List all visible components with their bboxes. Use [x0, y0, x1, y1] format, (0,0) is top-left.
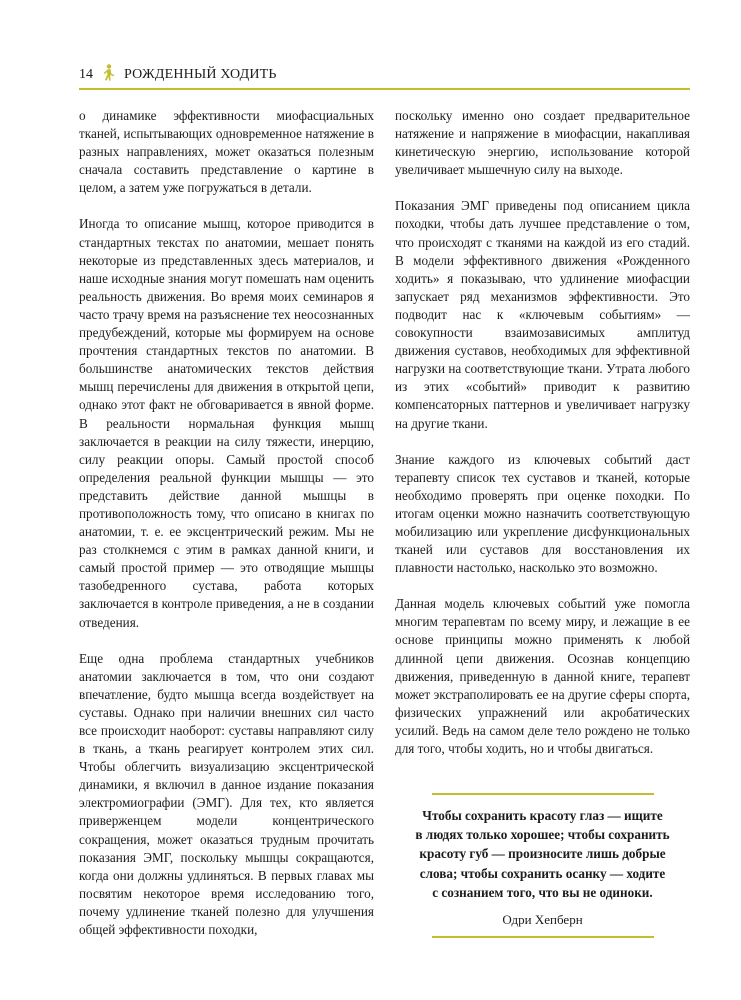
paragraph: Знание каждого из ключевых событий даст терапевту список тех суставов и тканей, которые необходимо проверять при оценке походки. По итогам оценки можно назначить соответствующую мобилизацию или укрепление дисфункциональных тканей или суставов для восстановления их плавности настолько, насколько это возможно.: [395, 451, 690, 576]
quote-line: в людях только хорошее; чтобы сохранить: [415, 827, 670, 843]
running-header: [79, 64, 690, 86]
walking-figure-icon: [102, 64, 116, 81]
epigraph-quote: [395, 793, 690, 938]
paragraph: Иногда то описание мышц, которое приводится в стандартных текстах по анатомии, мешает понять некоторые из представленных здесь материалов, и наше исходные знания могут помешать нам оценить реальность движения. Во время моих семинаров я часто трачу время на разъяснение тех неосознанных предубеждений, которые мы формируем на основе прочтения стандартных текстов по анатомии. В большинстве анатомических текстов действия мышц перечислены для движения в открытой цепи, однако этот факт не обговаривается в явной форме. В реальности нормальная функция мышц заключается в реакции на силу тяжести, инерцию, силу реакции опоры. Самый простой способ определения реальной функции мышцы — это представить действие данной мышцы в противоположность тому, что описано в книгах по анатомии, т. е. ее эксцентрический режим. Мы не раз столкнемся с этим в рамках данной книги, и самый простой пример — это отводящие мышцы тазобедренного сустава, работа которых заключается в контроле приведения, а не в создании отведения.: [79, 216, 374, 630]
paragraph: Показания ЭМГ приведены под описанием цикла походки, чтобы дать лучшее представление о том, что происходят с тканями на каждой из его стадий. В модели эффективного движения «Рожденного ходить» я показываю, что удлинение миофасции запускает ряд механизмов эффективности. Это подводит нас к «ключевым событиям» — совокупности взаимозависимых амплитуд движения суставов, необходимых для эффективной нагрузки на соответствующие ткани. Утрата любого из этих «событий» приводит к развитию компенсаторных паттернов и увеличивает нагрузку на другие ткани.: [395, 198, 690, 431]
paragraph: о динамике эффективности миофасциальных тканей, испытывающих одновременное натяжение в разных направлениях, может оказаться полезным сначала составить представление о картине в целом, а затем уже погружаться в детали.: [79, 108, 374, 196]
chapter-title: РОЖДЕННЫЙ ХОДИТЬ: [124, 67, 277, 82]
header-divider: [79, 88, 690, 90]
right-text-column: [395, 107, 690, 776]
quote-text: [395, 806, 690, 902]
quote-author: Одри Хепберн: [502, 912, 583, 928]
paragraph: Данная модель ключевых событий уже помогла многим терапевтам по всему миру, и лежащие в ее основе принципы можно применять к любой длинной цепи движения. Осознав концепцию движения, приведенную в данной книге, терапевт может экстраполировать ее на другие сферы спорта, физических упражнений или акробатических усилий. Ведь на самом деле тело рождено не только для того, чтобы ходить, но и чтобы двигаться.: [395, 596, 690, 756]
paragraph: Еще одна проблема стандартных учебников анатомии заключается в том, что они создают впечатление, будто мышца всегда воздействует на суставы. Однако при наличии внешних сил часто все происходит наоборот: суставы направляют силу в ткань, а ткань реагирует контролем этих сил. Чтобы облегчить визуализацию эксцентрической динамики, я включил в данное издание показания электромиографии (ЭМГ). Для тех, кто является приверженцем модели концентрического сокращения, может оказаться трудным прочитать показания ЭМГ, поскольку мышцы сокращаются, когда они должны удлиняться. В первых главах мы посвятим некоторое время исследованию того, почему удлинение тканей полезно для улучшения общей эффективности походки,: [79, 650, 374, 938]
quote-bottom-divider: [432, 936, 654, 938]
quote-line: слова; чтобы сохранить осанку — ходите: [419, 865, 666, 881]
quote-line: с сознанием того, что вы не одиноки.: [432, 884, 653, 900]
page-number: 14: [79, 67, 93, 82]
quote-top-divider: [432, 793, 654, 795]
paragraph: поскольку именно оно создает предварительное натяжение и напряжение в миофасции, накапливая кинетическую энергию, использование которой увеличивает мышечную силу на выходе.: [395, 108, 690, 178]
quote-line: красоту губ — произносите лишь добрые: [419, 846, 666, 862]
quote-line: Чтобы сохранить красоту глаз — ищите: [422, 808, 663, 823]
left-text-column: [79, 107, 374, 957]
